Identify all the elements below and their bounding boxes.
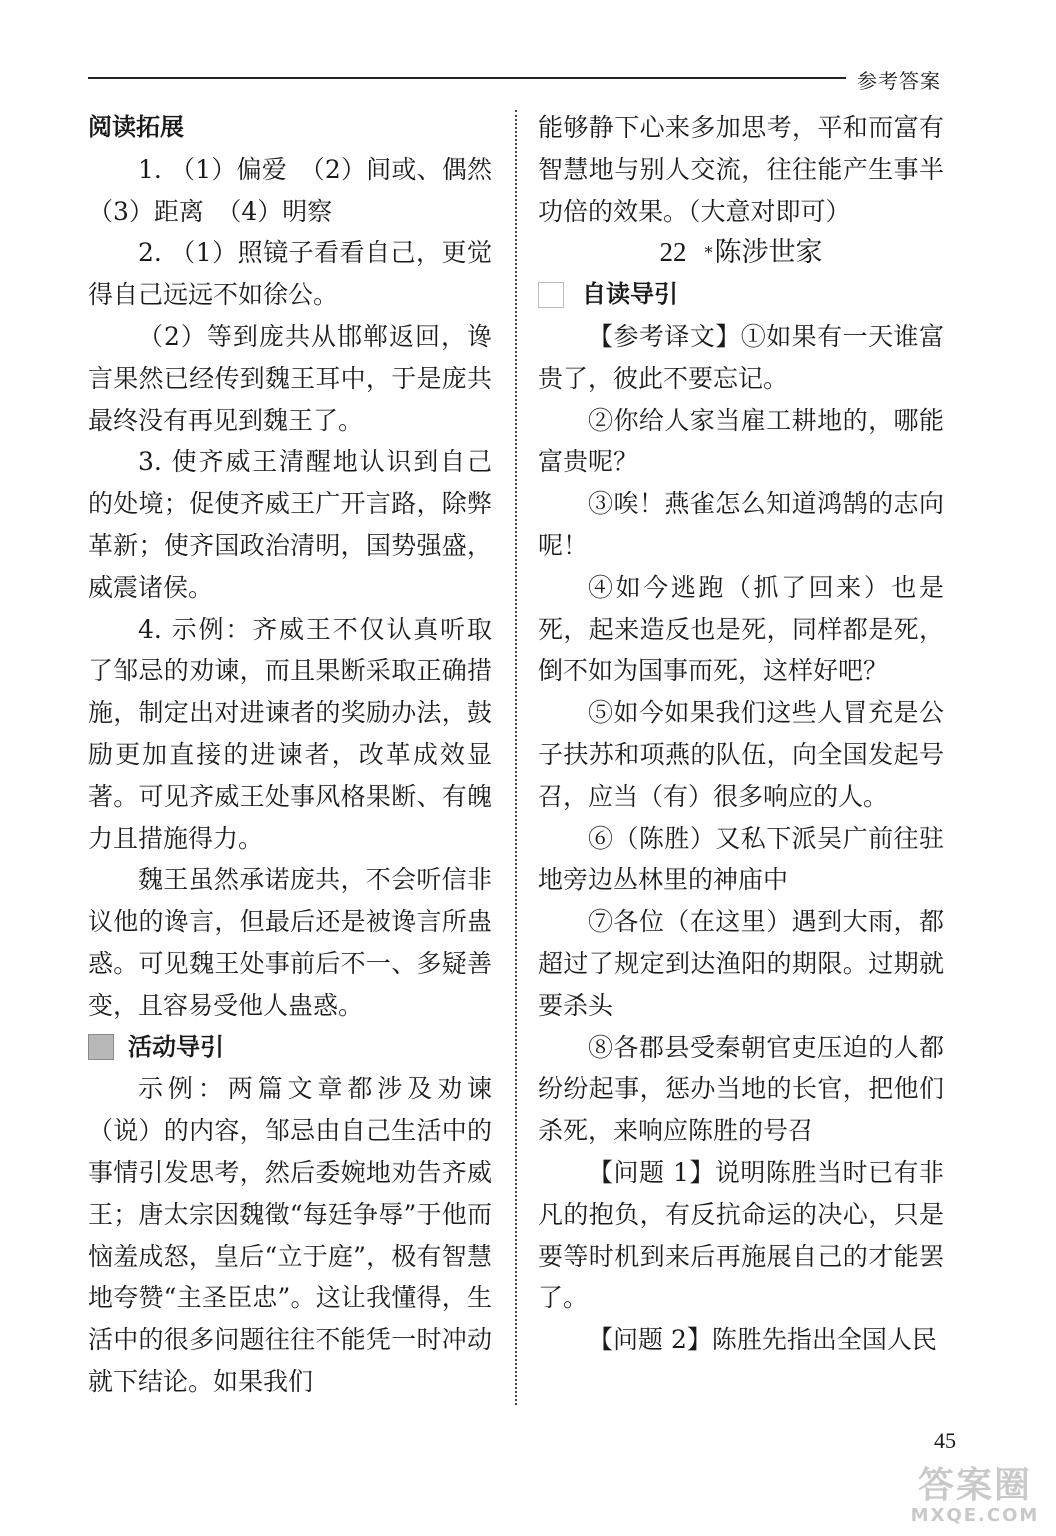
asterisk-marker: * xyxy=(704,243,713,263)
watermark-text: 答案圈 xyxy=(917,1465,1032,1506)
translation-2: ②你给人家当雇工耕地的，哪能富贵呢？ xyxy=(538,405,944,477)
answer-2-1: 2. （1）照镜子看看自己，更觉得自己远远不如徐公。 xyxy=(88,238,492,310)
translation-5: ⑤如今如果我们这些人冒充是公子扶苏和项燕的队伍，向全国发起号召，应当（有）很多响应的人。 xyxy=(538,698,944,811)
activity-heading: 活动导引 xyxy=(128,1032,224,1061)
activity-text: 示例：两篇文章都涉及劝谏（说）的内容，邹忌由自己生活中的事情引发思考，然后委婉地劝告齐威王；唐太宗因魏徵“每廷争辱”于他而恼羞成怒，皇后“立于庭”，极有智慧地夸赞“主圣臣忠”。这让我懂得，生活中的很多问题往往不能凭一时冲动就下结论。如果我们 xyxy=(88,1074,492,1396)
page-number: 45 xyxy=(934,1428,956,1453)
column-divider xyxy=(515,110,517,1405)
translation-6: ⑥（陈胜）又私下派吴广前往驻地旁边丛林里的神庙中 xyxy=(538,823,944,895)
lesson-title-row xyxy=(538,232,944,274)
question-1-answer: 【问题 1】说明陈胜当时已有非凡的抱负，有反抗命运的决心，只是要等时机到来后再施展自己的才能罢了。 xyxy=(538,1157,944,1313)
translation-3: ③唉！燕雀怎么知道鸿鹄的志向呢！ xyxy=(538,489,944,560)
answer-3: 3. 使齐威王清醒地认识到自己的处境；促使齐威王广开言路，除弊革新；使齐国政治清明，国势强盛，威震诸侯。 xyxy=(88,447,492,602)
question-2-answer: 【问题 2】陈胜先指出全国人民 xyxy=(588,1325,937,1355)
square-bullet-icon xyxy=(88,1034,114,1060)
activity-text-continuation: 能够静下心来多加思考，平和而富有智慧地与别人交流，往往能产生事半功倍的效果。（大意对即可） xyxy=(538,113,944,226)
translation-1: 【参考译文】①如果有一天谁富贵了，彼此不要忘记。 xyxy=(538,321,944,393)
lesson-title: 陈涉世家 xyxy=(714,237,823,269)
answer-2-2: （2）等到庞共从邯郸返回，谗言果然已经传到魏王耳中，于是庞共最终没有再见到魏王了。 xyxy=(88,321,492,435)
answer-4-continued: 魏王虽然承诺庞共，不会听信非议他的谗言，但最后还是被谗言所蛊惑。可见魏王处事前后不一、多疑善变，且容易受他人蛊惑。 xyxy=(88,865,492,1020)
watermark-logo xyxy=(900,1466,1050,1530)
translation-7: ⑦各位（在这里）遇到大雨，都超过了规定到达渔阳的期限。过期就要杀头 xyxy=(538,907,944,1020)
activity-heading-row xyxy=(88,1027,492,1069)
left-column xyxy=(88,107,518,1403)
translation-4: ④如今逃跑（抓了回来）也是死，起来造反也是死，同样都是死，倒不如为国事而死，这样好吧？ xyxy=(538,572,944,686)
self-study-heading-row xyxy=(538,274,944,316)
self-study-heading: 自读导引 xyxy=(582,280,678,309)
lesson-number: 22 xyxy=(659,237,687,268)
watermark-url: MXQE.COM xyxy=(910,1505,1040,1526)
translation-8: ⑧各郡县受秦朝官吏压迫的人都纷纷起事，惩办当地的长官，把他们杀死，来响应陈胜的号召 xyxy=(538,1032,944,1146)
answer-4: 4. 示例：齐威王不仅认真听取了邹忌的劝谏，而且果断采取正确措施，制定出对进谏者的奖励办法，鼓励更加直接的进谏者，改革成效显著。可见齐威王处事风格果断、有魄力且措施得力。 xyxy=(88,614,492,853)
answer-1: 1. （1）偏爱 （2）间或、偶然 （3）距离 （4）明察 xyxy=(88,154,518,226)
header-label: 参考答案 xyxy=(857,69,941,93)
right-column xyxy=(538,107,944,1361)
section-heading-reading-extension: 阅读拓展 xyxy=(88,113,184,141)
header-rule xyxy=(88,77,846,79)
square-bullet-icon xyxy=(538,282,564,308)
